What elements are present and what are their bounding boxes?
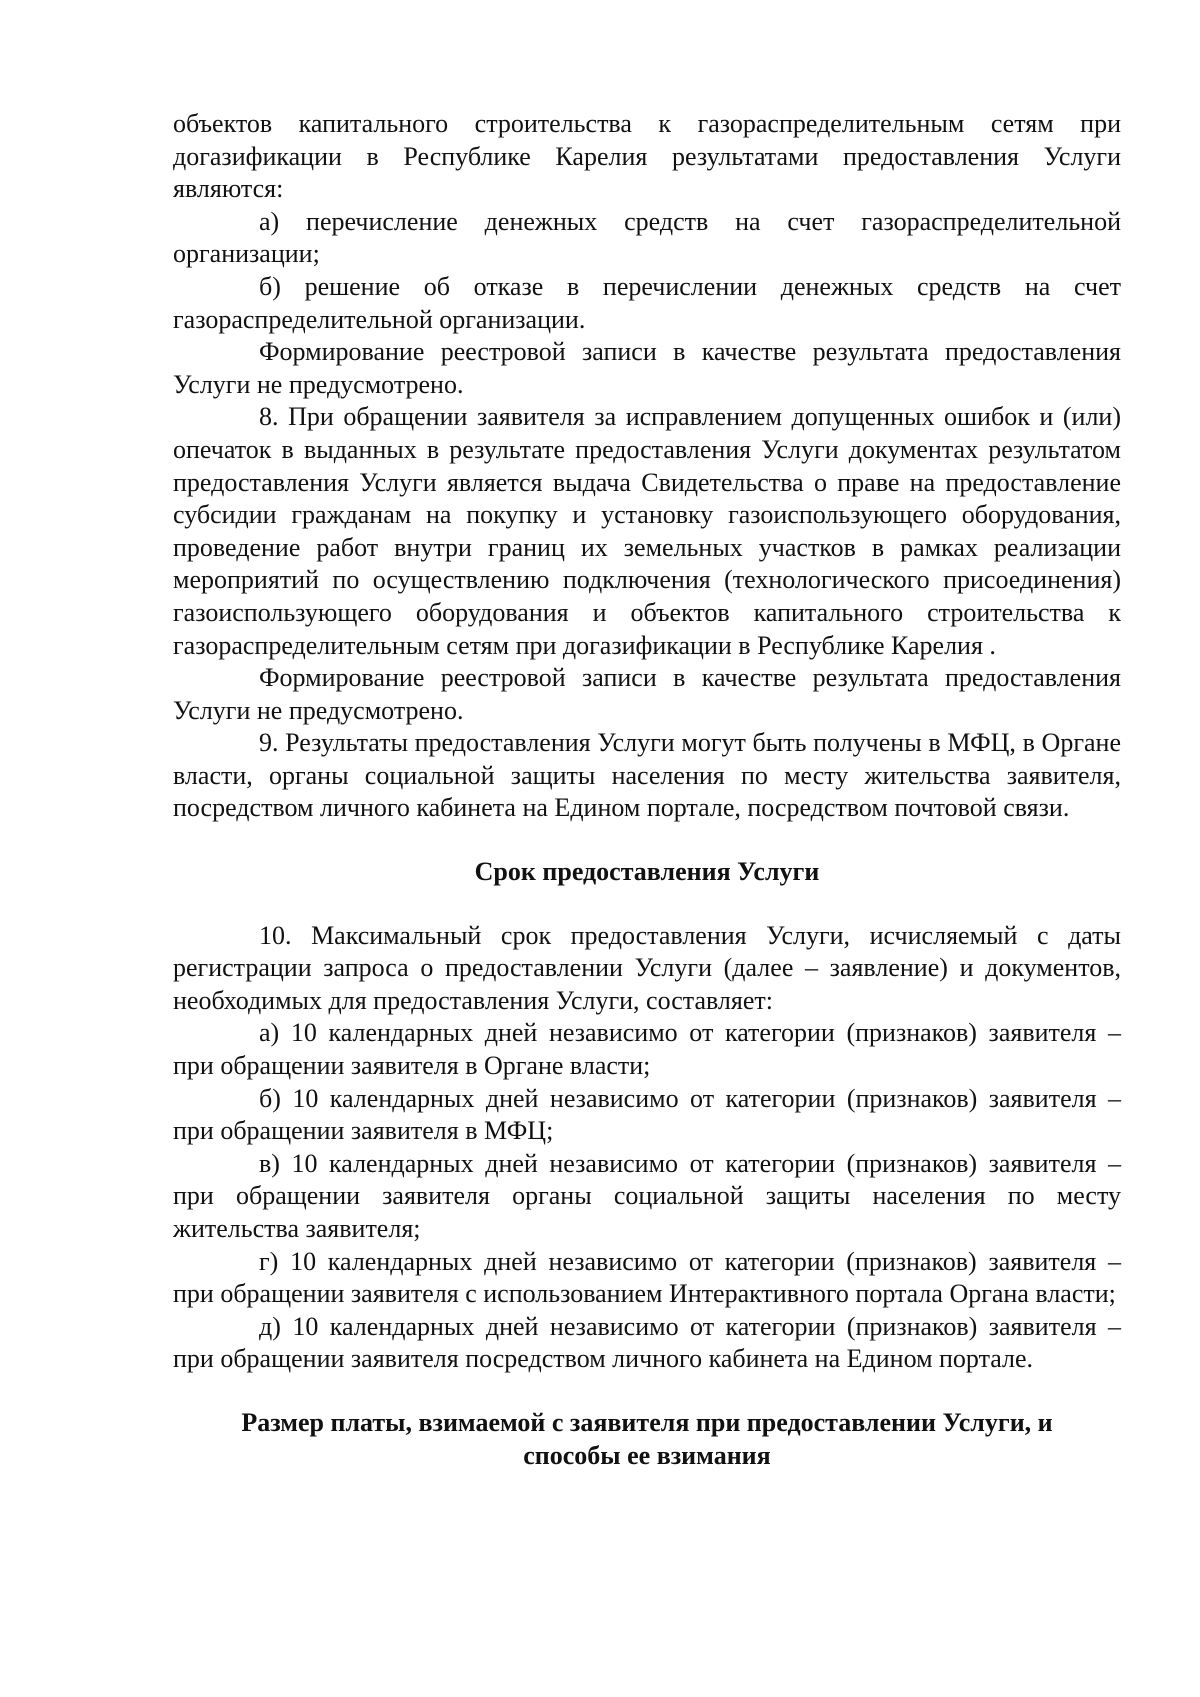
- paragraph-registry-note-2: Формирование реестровой записи в качестве результата предоставления Услуги не предусмотрено.: [173, 663, 1121, 725]
- paragraph-term-a: а) 10 календарных дней независимо от категории (признаков) заявителя – при обращении заявителя в Органе власти;: [173, 1018, 1121, 1081]
- paragraph-item-8: 8. При обращении заявителя за исправлением допущенных ошибок и (или) опечаток в выданных в результате предоставления Услуги документах результатом предоставления Услуги является выдача Свидетельства о праве на предоставление субсидии гражданам на покупку и установку газоиспользующего оборудования, проведение работ внутри границ их земельных участков в рамках реализации мероприятий по осуществлению подключения (технологического присоединения) газоиспользующего оборудования и объектов капитального строительства к газораспределительным сетям при догазификации в Республике Карелия .: [173, 402, 1121, 660]
- paragraph-result-b: б) решение об отказе в перечислении денежных средств на счет газораспределительной организации.: [173, 271, 1121, 334]
- paragraph-term-b: б) 10 календарных дней независимо от категории (признаков) заявителя – при обращении заявителя в МФЦ;: [173, 1083, 1121, 1146]
- paragraph-term-c: в) 10 календарных дней независимо от категории (признаков) заявителя – при обращении заявителя органы социальной защиты населения по месту жительства заявителя;: [173, 1148, 1121, 1243]
- paragraph-result-a: а) перечисление денежных средств на счет газораспределительной организации;: [173, 206, 1121, 269]
- section-heading-fee: [173, 1407, 1121, 1472]
- paragraph-term-e: д) 10 календарных дней независимо от категории (признаков) заявителя – при обращении заявителя посредством личного кабинета на Едином портале.: [173, 1311, 1121, 1374]
- paragraph-results-continued: объектов капитального строительства к газораспределительным сетям при догазификации в Республике Карелия результатами предоставления Услуги являются:: [173, 109, 1121, 204]
- paragraph-term-d: г) 10 календарных дней независимо от категории (признаков) заявителя – при обращении заявителя с использованием Интерактивного портала Органа власти;: [173, 1246, 1121, 1309]
- paragraph-registry-note-1: Формирование реестровой записи в качестве результата предоставления Услуги не предусмотрено.: [173, 337, 1121, 399]
- document-page: [173, 108, 1121, 1472]
- paragraph-item-10: 10. Максимальный срок предоставления Услуги, исчисляемый с даты регистрации запроса о предоставлении Услуги (далее – заявление) и документов, необходимых для предоставления Услуги, составляет:: [173, 920, 1121, 1015]
- section-heading-term: Срок предоставления Услуги: [474, 857, 820, 887]
- section-heading-fee-line2: способы ее взимания: [523, 1440, 771, 1470]
- paragraph-item-9: 9. Результаты предоставления Услуги могут быть получены в МФЦ, в Органе власти, органы социальной защиты населения по месту жительства заявителя, посредством личного кабинета на Едином портале, посредством почтовой связи.: [173, 728, 1121, 823]
- section-heading-fee-line1: Размер платы, взимаемой с заявителя при предоставлении Услуги, и: [241, 1407, 1053, 1437]
